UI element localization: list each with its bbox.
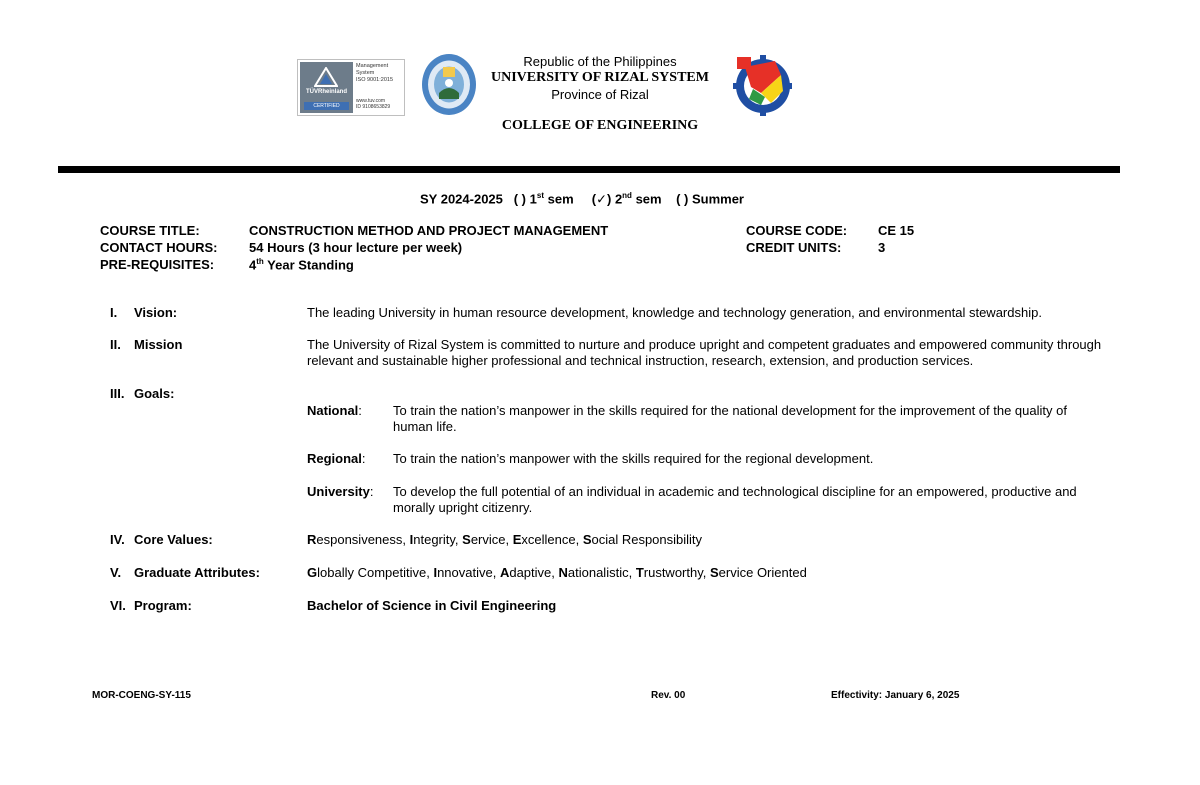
core-value-item — [513, 532, 583, 547]
credit-units-label: CREDIT UNITS: — [746, 240, 842, 255]
header-college: COLLEGE OF ENGINEERING — [501, 118, 699, 133]
tuv-web: www.tuv.com — [356, 98, 386, 104]
attribute-rest: lobally Competitive, — [317, 565, 434, 580]
header-province: Province of Rizal — [551, 87, 649, 102]
core-value-item — [307, 532, 410, 547]
prerequisites-value — [249, 257, 354, 272]
contact-hours-value: 54 Hours (3 hour lecture per week) — [249, 240, 463, 255]
attribute-rest: ervice Oriented — [718, 565, 807, 580]
attribute-initial: S — [709, 565, 719, 580]
attribute-item — [636, 565, 710, 580]
goal-national-text: To train the nation’s manpower in the skills required for the national development for the improvement of the quality of human life. — [393, 403, 1067, 434]
second-sem-checkbox-open: ( — [591, 191, 597, 207]
core-value-rest: ervice, — [470, 532, 513, 547]
core-value-rest: xcellence, — [521, 532, 583, 547]
footer-doc-code: MOR-COENG-SY-115 — [92, 690, 191, 701]
core-value-item — [583, 532, 702, 547]
tuv-certified-label: CERTIFIED — [304, 102, 349, 110]
mission-text: The University of Rizal System is committed to nurture and produce upright and competent graduates and empowered community through relevant and sustainable higher professional and technical instruction, research, extension, and production services. — [307, 337, 1102, 368]
second-sem-label: sem — [635, 191, 662, 207]
core-value-item — [410, 532, 463, 547]
core-value-initial: S — [582, 532, 592, 547]
header-republic: Republic of the Philippines — [523, 54, 677, 69]
header-university-name: UNIVERSITY OF RIZAL SYSTEM — [491, 70, 709, 85]
goal-regional-label — [307, 451, 366, 466]
contact-hours-label: CONTACT HOURS: — [100, 240, 218, 255]
attribute-initial: G — [307, 565, 318, 580]
attribute-item — [559, 565, 636, 580]
tuv-mgmt-line1: Management — [356, 63, 389, 69]
tuv-badge — [300, 62, 353, 113]
vision-label: Vision: — [134, 305, 178, 320]
core-value-initial: S — [462, 532, 471, 547]
graduate-attributes-num: V. — [110, 565, 122, 580]
attribute-rest: daptive, — [509, 565, 559, 580]
footer-effectivity: Effectivity: January 6, 2025 — [831, 690, 960, 701]
university-label-text: University — [307, 484, 370, 499]
university-seal-icon — [421, 53, 477, 116]
header-divider — [58, 166, 1120, 173]
attribute-initial: N — [558, 565, 568, 580]
goal-regional-text: To train the nation’s manpower with the skills required for the regional development. — [393, 451, 874, 466]
university-colon: : — [369, 484, 374, 499]
goals-num: III. — [110, 386, 125, 401]
core-value-item — [462, 532, 513, 547]
core-value-rest: ntegrity, — [413, 532, 463, 547]
course-code-value: CE 15 — [878, 223, 915, 238]
regional-label-text: Regional — [307, 451, 362, 466]
tuv-iso: ISO 9001:2015 — [356, 77, 394, 83]
graduate-attributes-text — [307, 565, 807, 581]
tuv-brand-text: TÜVRheinland — [305, 89, 347, 95]
core-value-rest: ocial Responsibility — [591, 532, 703, 547]
tuv-triangle-icon — [314, 67, 338, 87]
prereq-sup: th — [256, 257, 264, 266]
attribute-item — [500, 565, 559, 580]
section-vision-heading — [110, 305, 177, 320]
section-program-heading — [110, 598, 192, 613]
first-sem-sup: st — [536, 191, 544, 200]
mission-label: Mission — [134, 337, 183, 352]
tuv-mgmt-text — [356, 63, 393, 84]
core-values-text — [307, 532, 702, 548]
attribute-rest: ationalistic, — [567, 565, 636, 580]
core-value-initial: E — [512, 532, 522, 547]
course-title-value: CONSTRUCTION METHOD AND PROJECT MANAGEMENT — [249, 223, 609, 238]
tuv-mgmt-line2: System — [356, 70, 375, 76]
first-sem-checkbox: ( ) — [513, 191, 527, 207]
prereq-num: 4 — [249, 257, 257, 273]
prerequisites-label: PRE-REQUISITES: — [100, 257, 215, 272]
vision-num: I. — [110, 305, 118, 320]
attribute-rest: nnovative, — [437, 565, 500, 580]
graduate-attributes-label: Graduate Attributes: — [134, 565, 260, 580]
core-values-num: IV. — [110, 532, 125, 547]
goals-label: Goals: — [134, 386, 175, 401]
core-value-rest: esponsiveness, — [316, 532, 410, 547]
prereq-rest: Year Standing — [263, 257, 354, 273]
footer-revision: Rev. 00 — [651, 690, 686, 701]
section-graduate-attributes-heading — [110, 565, 260, 580]
mission-num: II. — [110, 337, 121, 352]
first-sem-num: 1 — [529, 191, 537, 207]
national-label-text: National — [307, 403, 359, 418]
program-num: VI. — [110, 598, 126, 613]
attribute-item — [307, 565, 433, 580]
attribute-item — [710, 565, 807, 580]
vision-text: The leading University in human resource development, knowledge and technology generation, and environmental stewardship. — [307, 305, 1042, 320]
course-code-label: COURSE CODE: — [746, 223, 848, 238]
goal-university-text: To develop the full potential of an individual in academic and technological discipline for an empowered, productive and morally upright citizenry. — [393, 484, 1077, 515]
tuv-web-text — [356, 98, 390, 110]
goal-university-label — [307, 484, 374, 499]
goal-national-label — [307, 403, 362, 418]
second-sem-check-icon: ✓ — [596, 191, 607, 207]
tuv-certification-logo — [297, 59, 405, 116]
regional-colon: : — [361, 451, 366, 466]
second-sem-checkbox-close: ) — [606, 191, 612, 207]
semester-line — [420, 191, 744, 207]
college-of-engineering-logo-icon — [731, 53, 792, 116]
attribute-initial: I — [433, 565, 438, 580]
attribute-initial: A — [499, 565, 510, 580]
section-mission-heading — [110, 337, 182, 352]
section-goals-heading — [110, 386, 174, 401]
tuv-id: ID 9108653829 — [356, 104, 391, 110]
core-values-label: Core Values: — [134, 532, 213, 547]
summer-label: Summer — [691, 191, 744, 207]
second-sem-sup: nd — [622, 191, 632, 200]
core-value-initial: R — [307, 532, 317, 547]
program-label: Program: — [134, 598, 192, 613]
program-text: Bachelor of Science in Civil Engineering — [307, 598, 557, 613]
attribute-item — [433, 565, 500, 580]
first-sem-label: sem — [547, 191, 574, 207]
core-value-initial: I — [409, 532, 414, 547]
course-title-label: COURSE TITLE: — [100, 223, 200, 238]
second-sem-num: 2 — [614, 191, 623, 207]
summer-checkbox: ( ) — [676, 191, 689, 207]
credit-units-value: 3 — [878, 240, 886, 255]
attribute-rest: rustworthy, — [643, 565, 710, 580]
section-core-values-heading — [110, 532, 213, 547]
national-colon: : — [358, 403, 362, 418]
school-year: SY 2024-2025 — [420, 191, 503, 207]
attribute-initial: T — [635, 565, 644, 580]
